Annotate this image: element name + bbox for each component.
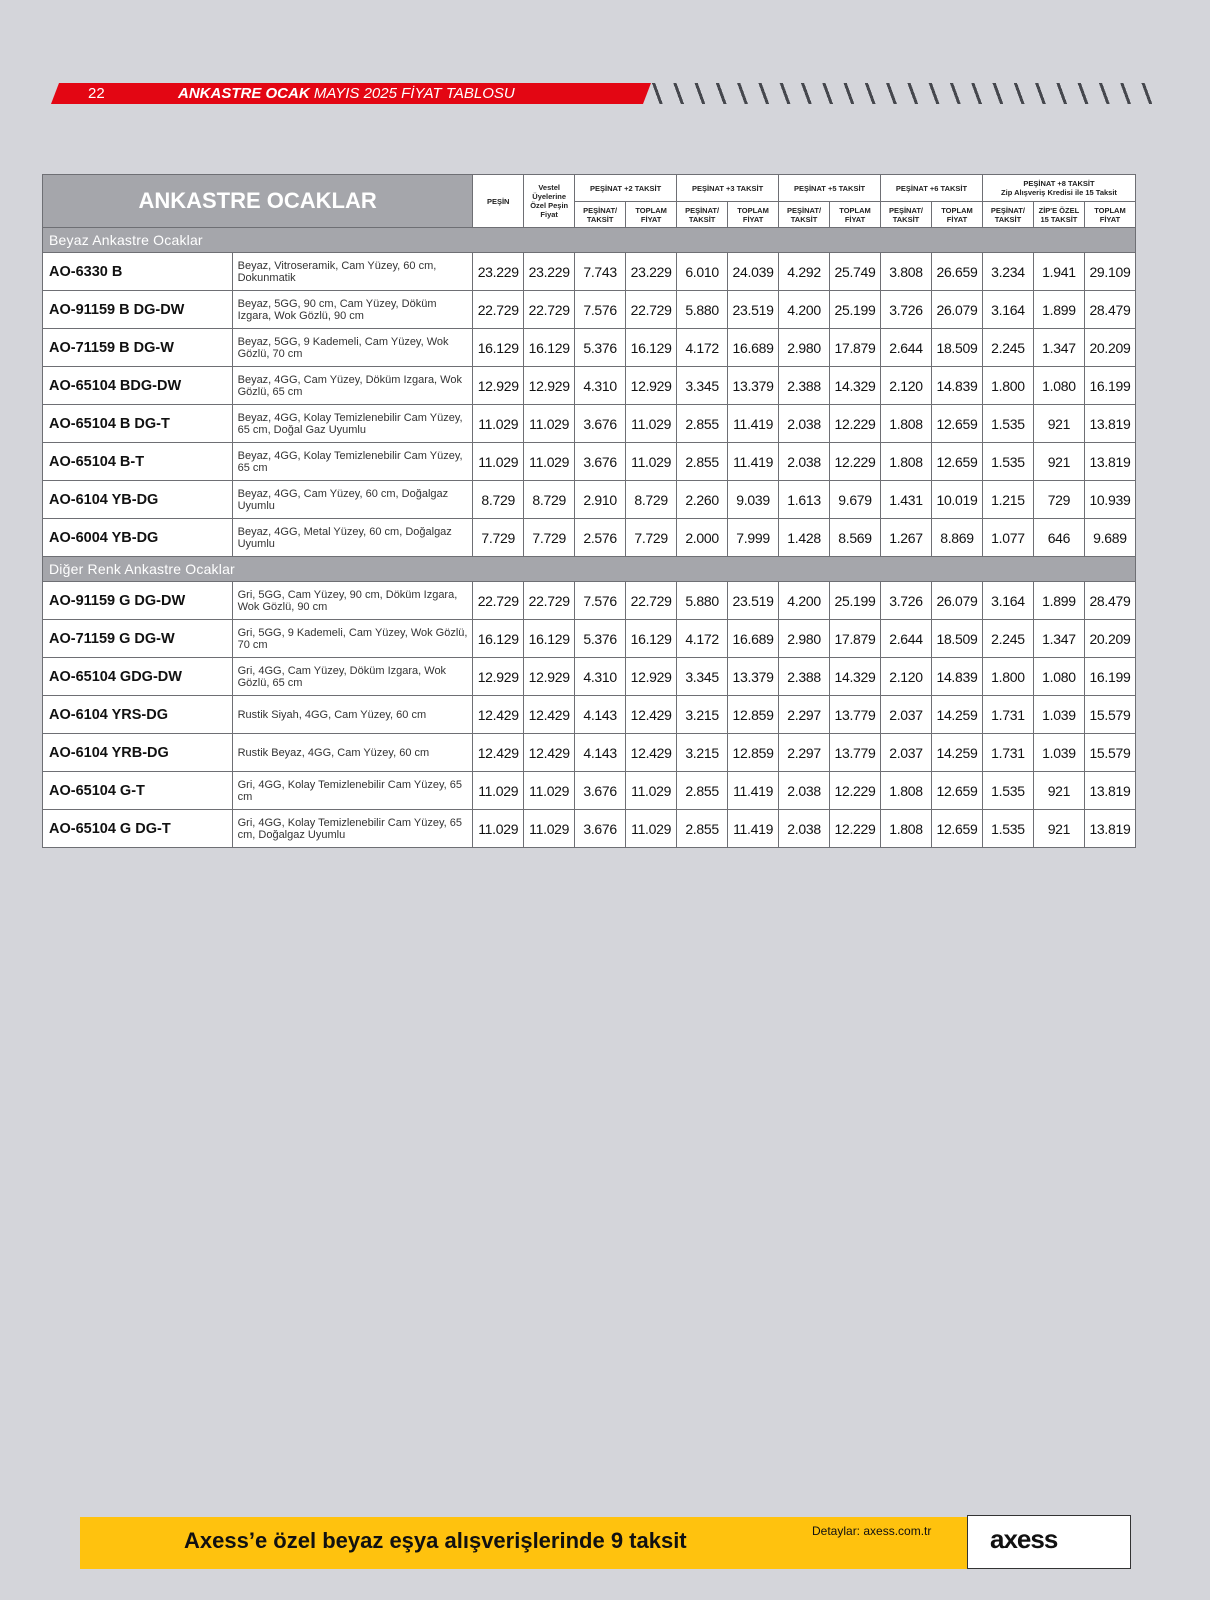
- price-cell: 25.199: [830, 582, 881, 620]
- axess-logo: axess: [990, 1524, 1058, 1554]
- price-cell: 18.509: [931, 329, 982, 367]
- price-cell: 16.129: [473, 329, 524, 367]
- price-cell: 13.819: [1084, 405, 1135, 443]
- price-cell: 2.644: [881, 620, 932, 658]
- price-cell: 2.038: [779, 443, 830, 481]
- product-code: AO-91159 G DG-DW: [43, 582, 233, 620]
- product-code: AO-65104 GDG-DW: [43, 658, 233, 696]
- product-description: Gri, 4GG, Cam Yüzey, Döküm Izgara, Wok Gözlü, 65 cm: [232, 658, 473, 696]
- price-cell: 12.929: [473, 658, 524, 696]
- price-cell: 4.172: [677, 329, 728, 367]
- price-cell: 3.676: [575, 405, 626, 443]
- price-cell: 2.037: [881, 734, 932, 772]
- price-cell: 14.329: [830, 658, 881, 696]
- price-cell: 13.379: [728, 367, 779, 405]
- price-cell: 7.576: [575, 582, 626, 620]
- price-cell: 4.310: [575, 367, 626, 405]
- price-cell: 4.143: [575, 734, 626, 772]
- price-cell: 12.659: [931, 772, 982, 810]
- group-3-taksit: PEŞİNAT +3 TAKSİT: [677, 175, 779, 202]
- price-cell: 8.569: [830, 519, 881, 557]
- table-row: [43, 519, 1136, 557]
- price-cell: 25.199: [830, 291, 881, 329]
- price-cell: 12.929: [473, 367, 524, 405]
- price-cell: 22.729: [473, 582, 524, 620]
- price-cell: 6.010: [677, 253, 728, 291]
- price-cell: 3.345: [677, 367, 728, 405]
- price-cell: 26.079: [931, 291, 982, 329]
- price-cell: 16.129: [626, 620, 677, 658]
- price-cell: 11.419: [728, 772, 779, 810]
- price-cell: 22.729: [473, 291, 524, 329]
- price-cell: 14.839: [931, 658, 982, 696]
- price-cell: 3.345: [677, 658, 728, 696]
- product-code: AO-91159 B DG-DW: [43, 291, 233, 329]
- price-cell: 17.879: [830, 329, 881, 367]
- price-cell: 9.039: [728, 481, 779, 519]
- sub-toplam: TOPLAM FİYAT: [931, 202, 982, 228]
- product-description: Beyaz, 5GG, 90 cm, Cam Yüzey, Döküm Izgara, Wok Gözlü, 90 cm: [232, 291, 473, 329]
- price-cell: 921: [1033, 772, 1084, 810]
- table-row: [43, 810, 1136, 848]
- price-cell: 646: [1033, 519, 1084, 557]
- group-8-line1: PEŞİNAT +8 TAKSİT: [1023, 179, 1095, 188]
- price-cell: 13.819: [1084, 443, 1135, 481]
- price-cell: 4.143: [575, 696, 626, 734]
- price-cell: 12.659: [931, 443, 982, 481]
- price-cell: 3.808: [881, 253, 932, 291]
- price-cell: 8.729: [524, 481, 575, 519]
- price-cell: 22.729: [626, 582, 677, 620]
- table-row: [43, 772, 1136, 810]
- price-cell: 2.855: [677, 810, 728, 848]
- price-cell: 5.880: [677, 582, 728, 620]
- sub-pesinat: PEŞİNAT/ TAKSİT: [677, 202, 728, 228]
- price-cell: 5.880: [677, 291, 728, 329]
- product-description: Beyaz, 4GG, Cam Yüzey, 60 cm, Doğalgaz Uyumlu: [232, 481, 473, 519]
- product-description: Rustik Beyaz, 4GG, Cam Yüzey, 60 cm: [232, 734, 473, 772]
- group-6-taksit: PEŞİNAT +6 TAKSİT: [881, 175, 983, 202]
- table-row: [43, 696, 1136, 734]
- price-cell: 921: [1033, 810, 1084, 848]
- table-row: [43, 443, 1136, 481]
- price-cell: 13.379: [728, 658, 779, 696]
- page-title-rest: MAYIS 2025 FİYAT TABLOSU: [309, 85, 515, 102]
- price-cell: 7.729: [626, 519, 677, 557]
- group-5-taksit: PEŞİNAT +5 TAKSİT: [779, 175, 881, 202]
- price-cell: 11.419: [728, 443, 779, 481]
- price-cell: 2.000: [677, 519, 728, 557]
- price-cell: 2.038: [779, 810, 830, 848]
- sub-toplam: TOPLAM FİYAT: [728, 202, 779, 228]
- price-cell: 12.429: [626, 734, 677, 772]
- price-cell: 7.729: [524, 519, 575, 557]
- price-cell: 1.039: [1033, 734, 1084, 772]
- price-cell: 1.613: [779, 481, 830, 519]
- price-cell: 12.859: [728, 696, 779, 734]
- product-description: Gri, 5GG, 9 Kademeli, Cam Yüzey, Wok Gözlü, 70 cm: [232, 620, 473, 658]
- price-cell: 1.899: [1033, 291, 1084, 329]
- price-cell: 12.229: [830, 405, 881, 443]
- table-row: [43, 734, 1136, 772]
- section-header: [43, 228, 1136, 253]
- price-cell: 1.080: [1033, 367, 1084, 405]
- product-code: AO-6004 YB-DG: [43, 519, 233, 557]
- product-code: AO-65104 B-T: [43, 443, 233, 481]
- product-description: Gri, 4GG, Kolay Temizlenebilir Cam Yüzey, 65 cm: [232, 772, 473, 810]
- product-description: Beyaz, 5GG, 9 Kademeli, Cam Yüzey, Wok Gözlü, 70 cm: [232, 329, 473, 367]
- price-cell: 3.726: [881, 291, 932, 329]
- price-cell: 16.129: [626, 329, 677, 367]
- price-cell: 22.729: [524, 291, 575, 329]
- price-cell: 11.029: [524, 772, 575, 810]
- price-cell: 7.999: [728, 519, 779, 557]
- price-cell: 2.980: [779, 329, 830, 367]
- price-cell: 3.164: [982, 291, 1033, 329]
- price-cell: 729: [1033, 481, 1084, 519]
- price-cell: 13.779: [830, 696, 881, 734]
- price-cell: 15.579: [1084, 734, 1135, 772]
- product-description: Gri, 5GG, Cam Yüzey, 90 cm, Döküm Izgara, Wok Gözlü, 90 cm: [232, 582, 473, 620]
- price-cell: 921: [1033, 443, 1084, 481]
- price-cell: 2.297: [779, 734, 830, 772]
- product-code: AO-65104 B DG-T: [43, 405, 233, 443]
- price-cell: 11.029: [626, 405, 677, 443]
- price-cell: 5.376: [575, 329, 626, 367]
- price-cell: 4.292: [779, 253, 830, 291]
- sub-pesinat: PEŞİNAT/ TAKSİT: [779, 202, 830, 228]
- price-cell: 2.260: [677, 481, 728, 519]
- table-row: [43, 582, 1136, 620]
- group-8-taksit: [982, 175, 1135, 202]
- price-cell: 12.859: [728, 734, 779, 772]
- price-cell: 2.245: [982, 620, 1033, 658]
- price-cell: 1.535: [982, 443, 1033, 481]
- price-cell: 12.929: [524, 658, 575, 696]
- price-cell: 7.729: [473, 519, 524, 557]
- header-stripes: [650, 83, 1162, 104]
- price-cell: 11.029: [524, 405, 575, 443]
- price-cell: 3.215: [677, 734, 728, 772]
- price-cell: 12.229: [830, 810, 881, 848]
- price-cell: 28.479: [1084, 291, 1135, 329]
- price-cell: 12.229: [830, 772, 881, 810]
- table-row: [43, 291, 1136, 329]
- price-cell: 11.419: [728, 405, 779, 443]
- table-row: [43, 658, 1136, 696]
- price-cell: 23.519: [728, 582, 779, 620]
- price-cell: 11.029: [524, 810, 575, 848]
- price-cell: 2.120: [881, 367, 932, 405]
- price-cell: 2.245: [982, 329, 1033, 367]
- price-cell: 2.297: [779, 696, 830, 734]
- product-code: AO-6104 YB-DG: [43, 481, 233, 519]
- table-row: [43, 405, 1136, 443]
- price-cell: 15.579: [1084, 696, 1135, 734]
- price-cell: 12.929: [524, 367, 575, 405]
- sub-zip-15: ZİP'E ÖZEL 15 TAKSİT: [1033, 202, 1084, 228]
- price-cell: 1.808: [881, 405, 932, 443]
- price-cell: 24.039: [728, 253, 779, 291]
- product-code: AO-65104 G DG-T: [43, 810, 233, 848]
- price-cell: 1.941: [1033, 253, 1084, 291]
- price-cell: 14.259: [931, 696, 982, 734]
- price-cell: 8.869: [931, 519, 982, 557]
- price-cell: 10.939: [1084, 481, 1135, 519]
- price-cell: 1.431: [881, 481, 932, 519]
- table-row: [43, 367, 1136, 405]
- price-cell: 11.419: [728, 810, 779, 848]
- price-cell: 14.329: [830, 367, 881, 405]
- price-cell: 1.215: [982, 481, 1033, 519]
- section-title: Diğer Renk Ankastre Ocaklar: [43, 557, 1136, 582]
- price-cell: 23.229: [524, 253, 575, 291]
- price-cell: 16.689: [728, 620, 779, 658]
- page-title: [178, 84, 515, 103]
- price-cell: 1.800: [982, 658, 1033, 696]
- price-cell: 921: [1033, 405, 1084, 443]
- price-cell: 2.855: [677, 405, 728, 443]
- price-cell: 3.726: [881, 582, 932, 620]
- price-cell: 1.535: [982, 810, 1033, 848]
- price-cell: 16.689: [728, 329, 779, 367]
- table-body: [43, 228, 1136, 848]
- price-table: [42, 174, 1136, 848]
- price-cell: 14.839: [931, 367, 982, 405]
- price-cell: 14.259: [931, 734, 982, 772]
- product-description: Beyaz, 4GG, Kolay Temizlenebilir Cam Yüzey, 65 cm, Doğal Gaz Uyumlu: [232, 405, 473, 443]
- price-cell: 11.029: [473, 810, 524, 848]
- price-cell: 2.576: [575, 519, 626, 557]
- price-cell: 2.037: [881, 696, 932, 734]
- price-cell: 4.200: [779, 582, 830, 620]
- price-cell: 1.428: [779, 519, 830, 557]
- price-cell: 23.519: [728, 291, 779, 329]
- price-cell: 12.659: [931, 810, 982, 848]
- price-cell: 12.229: [830, 443, 881, 481]
- price-cell: 12.429: [524, 734, 575, 772]
- price-cell: 9.679: [830, 481, 881, 519]
- section-header: [43, 557, 1136, 582]
- price-cell: 2.120: [881, 658, 932, 696]
- price-cell: 11.029: [524, 443, 575, 481]
- price-cell: 12.929: [626, 658, 677, 696]
- price-cell: 11.029: [473, 772, 524, 810]
- price-cell: 2.388: [779, 658, 830, 696]
- price-cell: 3.234: [982, 253, 1033, 291]
- price-cell: 16.129: [473, 620, 524, 658]
- price-cell: 7.576: [575, 291, 626, 329]
- price-cell: 12.429: [473, 696, 524, 734]
- price-cell: 1.039: [1033, 696, 1084, 734]
- price-cell: 22.729: [524, 582, 575, 620]
- price-cell: 4.172: [677, 620, 728, 658]
- price-cell: 7.743: [575, 253, 626, 291]
- price-cell: 12.429: [626, 696, 677, 734]
- price-cell: 11.029: [626, 810, 677, 848]
- table-title: ANKASTRE OCAKLAR: [43, 175, 473, 228]
- col-vestel-price: Vestel Üyelerine Özel Peşin Fiyat: [524, 175, 575, 228]
- price-cell: 12.929: [626, 367, 677, 405]
- product-code: AO-65104 BDG-DW: [43, 367, 233, 405]
- sub-toplam: TOPLAM FİYAT: [1084, 202, 1135, 228]
- product-description: Beyaz, Vitroseramik, Cam Yüzey, 60 cm, Dokunmatik: [232, 253, 473, 291]
- page-number: 22: [88, 85, 105, 102]
- price-cell: 4.200: [779, 291, 830, 329]
- price-cell: 3.676: [575, 772, 626, 810]
- price-cell: 25.749: [830, 253, 881, 291]
- price-cell: 2.038: [779, 772, 830, 810]
- price-cell: 26.079: [931, 582, 982, 620]
- price-cell: 26.659: [931, 253, 982, 291]
- price-cell: 1.347: [1033, 620, 1084, 658]
- price-cell: 12.429: [524, 696, 575, 734]
- price-cell: 1.808: [881, 810, 932, 848]
- price-cell: 17.879: [830, 620, 881, 658]
- product-code: AO-71159 G DG-W: [43, 620, 233, 658]
- price-cell: 8.729: [473, 481, 524, 519]
- price-cell: 20.209: [1084, 620, 1135, 658]
- price-cell: 3.676: [575, 810, 626, 848]
- product-description: Gri, 4GG, Kolay Temizlenebilir Cam Yüzey, 65 cm, Doğalgaz Uyumlu: [232, 810, 473, 848]
- price-cell: 13.779: [830, 734, 881, 772]
- price-cell: 29.109: [1084, 253, 1135, 291]
- price-cell: 1.267: [881, 519, 932, 557]
- price-cell: 3.676: [575, 443, 626, 481]
- sub-pesinat: PEŞİNAT/ TAKSİT: [982, 202, 1033, 228]
- table-row: [43, 481, 1136, 519]
- group-8-line2: Zip Alışveriş Kredisi ile 15 Taksit: [1001, 188, 1117, 197]
- price-cell: 2.980: [779, 620, 830, 658]
- group-2-taksit: PEŞİNAT +2 TAKSİT: [575, 175, 677, 202]
- price-cell: 1.731: [982, 696, 1033, 734]
- price-cell: 23.229: [473, 253, 524, 291]
- price-cell: 2.910: [575, 481, 626, 519]
- price-cell: 5.376: [575, 620, 626, 658]
- price-cell: 12.429: [473, 734, 524, 772]
- price-cell: 23.229: [626, 253, 677, 291]
- price-cell: 9.689: [1084, 519, 1135, 557]
- price-cell: 10.019: [931, 481, 982, 519]
- price-cell: 1.080: [1033, 658, 1084, 696]
- price-cell: 11.029: [626, 772, 677, 810]
- price-cell: 2.038: [779, 405, 830, 443]
- price-cell: 13.819: [1084, 772, 1135, 810]
- price-cell: 11.029: [626, 443, 677, 481]
- price-cell: 28.479: [1084, 582, 1135, 620]
- price-cell: 1.731: [982, 734, 1033, 772]
- price-cell: 1.899: [1033, 582, 1084, 620]
- product-description: Rustik Siyah, 4GG, Cam Yüzey, 60 cm: [232, 696, 473, 734]
- price-cell: 20.209: [1084, 329, 1135, 367]
- price-cell: 13.819: [1084, 810, 1135, 848]
- page-title-bold: ANKASTRE OCAK: [178, 85, 310, 102]
- price-cell: 3.215: [677, 696, 728, 734]
- sub-pesinat: PEŞİNAT/ TAKSİT: [575, 202, 626, 228]
- sub-toplam: TOPLAM FİYAT: [626, 202, 677, 228]
- section-title: Beyaz Ankastre Ocaklar: [43, 228, 1136, 253]
- product-description: Beyaz, 4GG, Metal Yüzey, 60 cm, Doğalgaz Uyumlu: [232, 519, 473, 557]
- price-cell: 1.808: [881, 443, 932, 481]
- price-cell: 11.029: [473, 443, 524, 481]
- product-description: Beyaz, 4GG, Kolay Temizlenebilir Cam Yüzey, 65 cm: [232, 443, 473, 481]
- price-cell: 11.029: [473, 405, 524, 443]
- price-cell: 2.855: [677, 443, 728, 481]
- product-code: AO-65104 G-T: [43, 772, 233, 810]
- price-cell: 1.077: [982, 519, 1033, 557]
- footer-details-link[interactable]: Detaylar: axess.com.tr: [812, 1524, 932, 1538]
- price-cell: 16.199: [1084, 658, 1135, 696]
- price-cell: 16.129: [524, 620, 575, 658]
- price-cell: 8.729: [626, 481, 677, 519]
- price-cell: 1.535: [982, 405, 1033, 443]
- sub-toplam: TOPLAM FİYAT: [830, 202, 881, 228]
- price-cell: 2.388: [779, 367, 830, 405]
- price-cell: 1.808: [881, 772, 932, 810]
- price-cell: 4.310: [575, 658, 626, 696]
- product-code: AO-6330 B: [43, 253, 233, 291]
- price-cell: 16.199: [1084, 367, 1135, 405]
- table-row: [43, 253, 1136, 291]
- product-description: Beyaz, 4GG, Cam Yüzey, Döküm Izgara, Wok Gözlü, 65 cm: [232, 367, 473, 405]
- price-cell: 2.644: [881, 329, 932, 367]
- price-cell: 1.535: [982, 772, 1033, 810]
- price-cell: 22.729: [626, 291, 677, 329]
- price-cell: 3.164: [982, 582, 1033, 620]
- price-cell: 16.129: [524, 329, 575, 367]
- product-code: AO-6104 YRB-DG: [43, 734, 233, 772]
- table-row: [43, 620, 1136, 658]
- sub-pesinat: PEŞİNAT/ TAKSİT: [881, 202, 932, 228]
- price-cell: 18.509: [931, 620, 982, 658]
- price-cell: 12.659: [931, 405, 982, 443]
- col-pesin: PEŞİN: [473, 175, 524, 228]
- price-cell: 2.855: [677, 772, 728, 810]
- product-code: AO-6104 YRS-DG: [43, 696, 233, 734]
- price-cell: 1.800: [982, 367, 1033, 405]
- price-cell: 1.347: [1033, 329, 1084, 367]
- footer-slogan: Axess’e özel beyaz eşya alışverişlerinde 9 taksit: [184, 1528, 687, 1553]
- product-code: AO-71159 B DG-W: [43, 329, 233, 367]
- table-row: [43, 329, 1136, 367]
